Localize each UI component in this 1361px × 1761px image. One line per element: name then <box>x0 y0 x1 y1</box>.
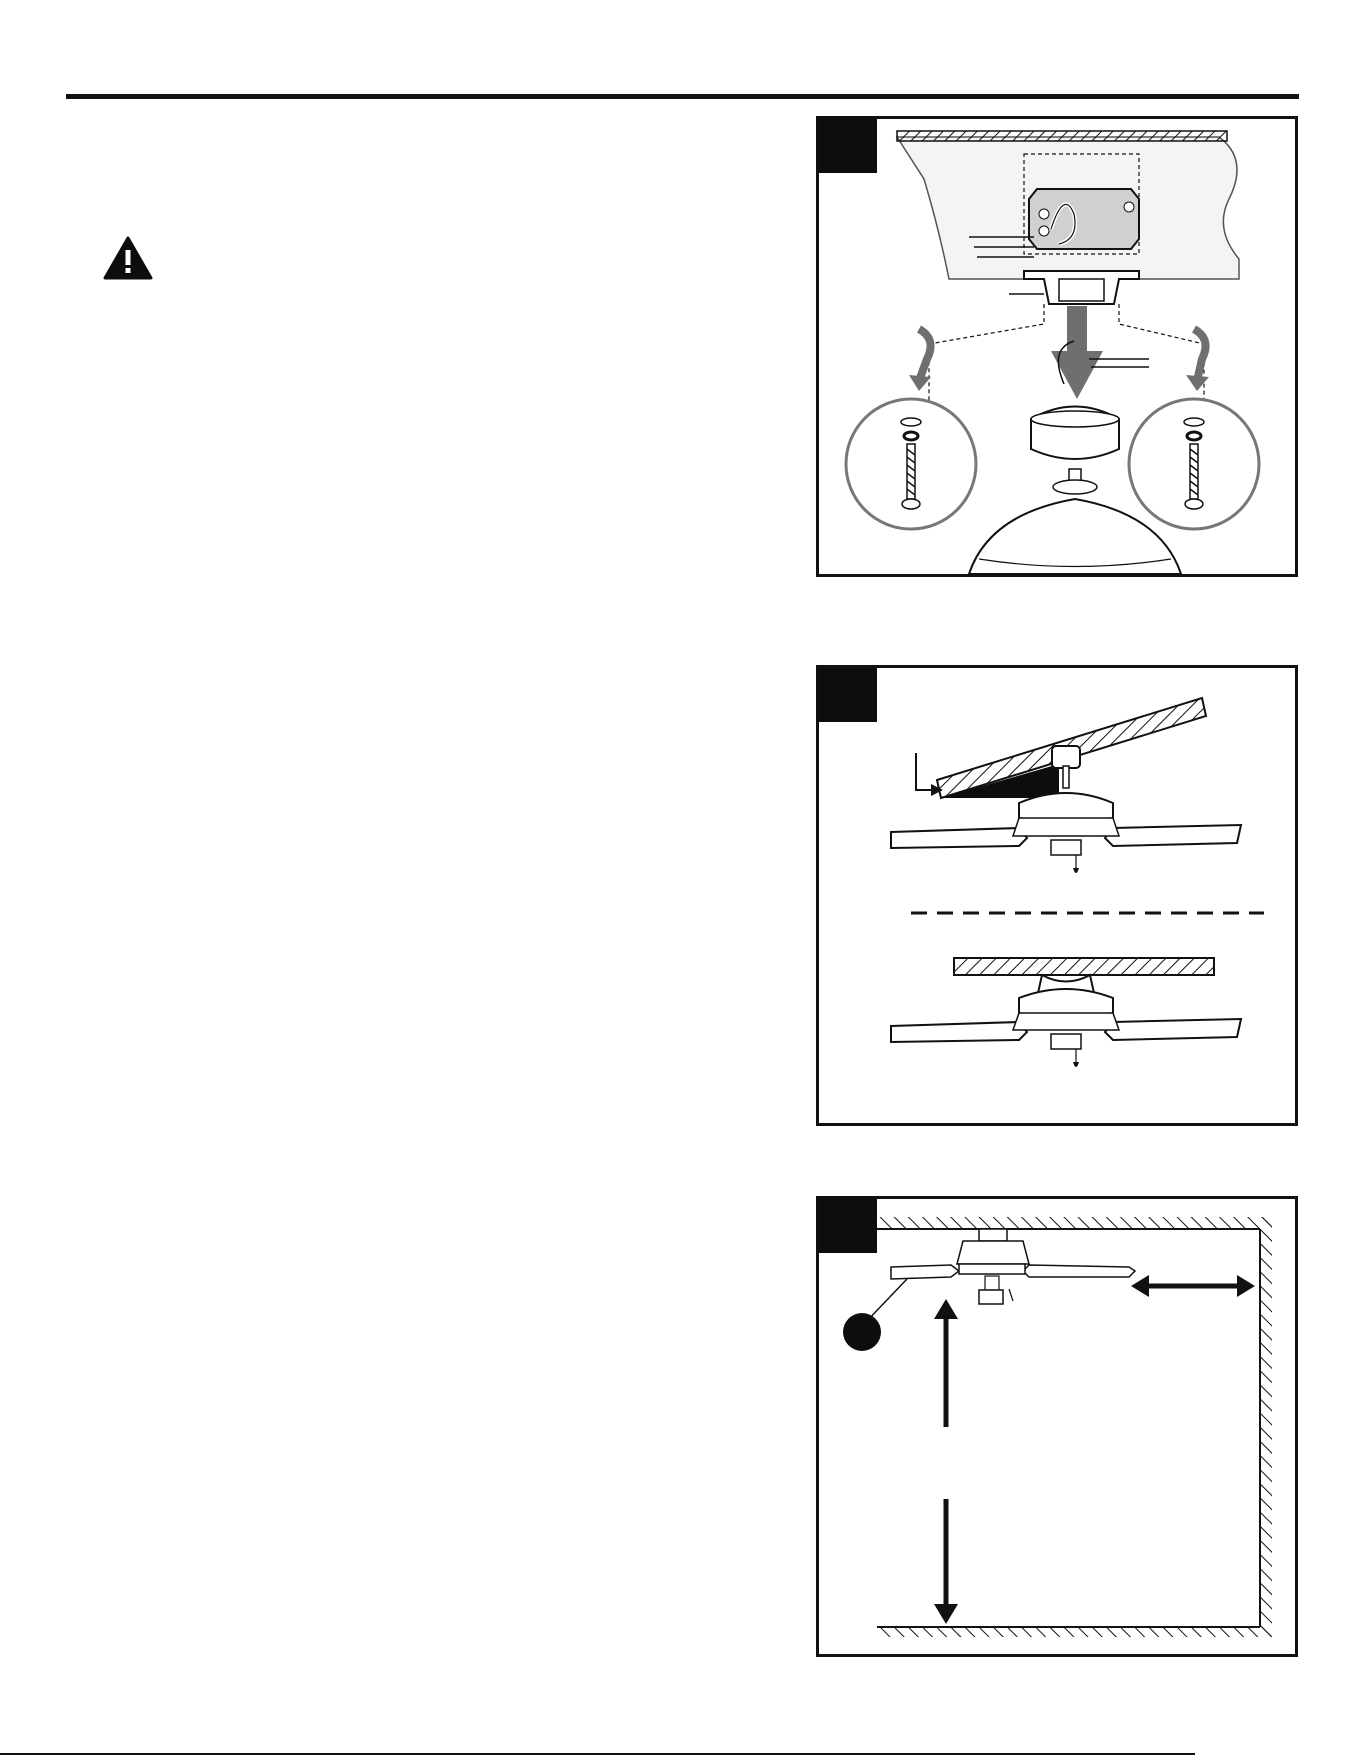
figure-1-illustration <box>819 119 1295 574</box>
figure-2-ceiling-types <box>816 665 1298 1126</box>
figure-2-label <box>819 668 877 722</box>
figure-1-mounting <box>816 116 1298 577</box>
figure-1-label <box>819 119 877 173</box>
header-rule <box>66 94 1299 99</box>
figure-3-clearance <box>816 1196 1298 1657</box>
clearance-callout-label <box>843 1314 881 1352</box>
figure-3-label <box>819 1199 877 1253</box>
warning-triangle-icon <box>103 236 153 280</box>
footer-rule <box>0 1753 1195 1755</box>
figure-3-illustration <box>819 1199 1295 1654</box>
figure-2-illustration <box>819 668 1295 1123</box>
